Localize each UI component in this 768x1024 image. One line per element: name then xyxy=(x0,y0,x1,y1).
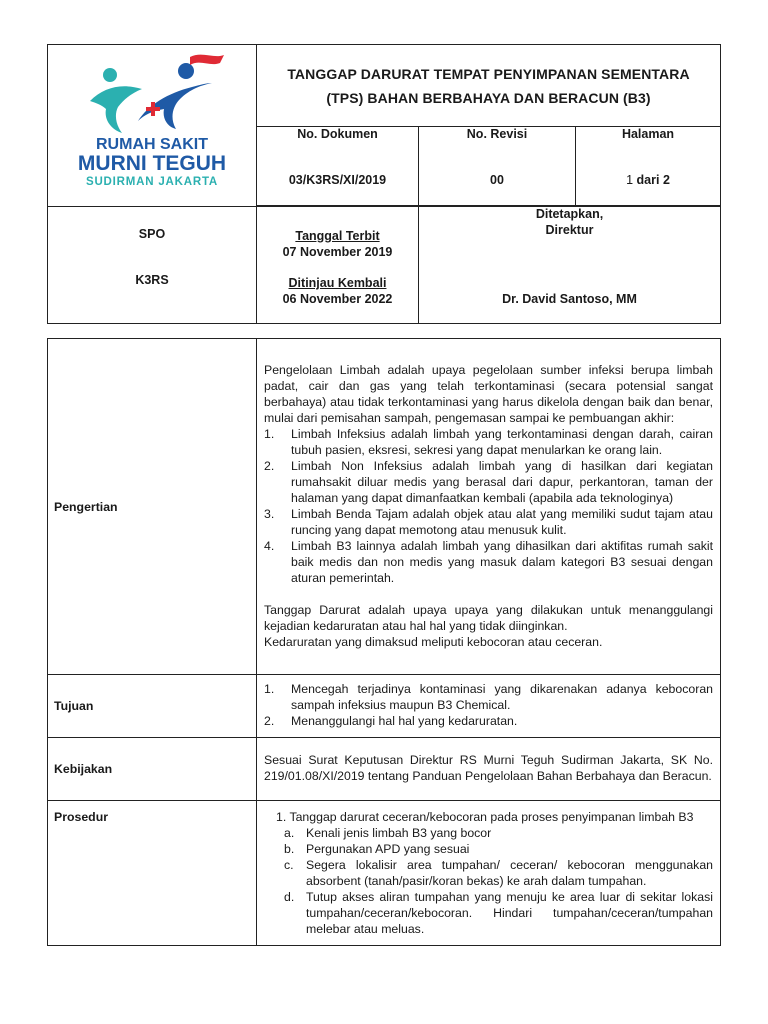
content-table xyxy=(47,338,721,946)
hospital-logo xyxy=(52,49,252,199)
pengertian-paragraph-2: Tanggap Darurat adalah upaya upaya yang dilakukan untuk menanggulangi kejadian kedaruratan atau hal hal yang tidak diinginkan. xyxy=(264,602,713,633)
logo-text-line3: SUDIRMAN JAKARTA xyxy=(85,176,219,188)
prosedur-label: Prosedur xyxy=(48,801,257,946)
logo-teal-figure-icon xyxy=(90,86,142,133)
prosedur-substeps xyxy=(264,825,713,937)
no-revisi-cell xyxy=(419,127,576,206)
logo-text-line1: RUMAH SAKIT xyxy=(96,136,208,153)
list-item: 4. Limbah B3 lainnya adalah limbah yang dihasilkan dari aktifitas rumah sakit baik medis dan non medis yang masuk dalam kategori B3 sesuai dengan aturan pemerintah. xyxy=(264,538,713,585)
no-dokumen-cell xyxy=(257,127,419,206)
halaman-page-total: dari 2 xyxy=(636,173,670,187)
no-revisi-label: No. Revisi xyxy=(466,127,528,141)
logo-text-line2: MURNI TEGUH xyxy=(77,152,227,175)
pengertian-content xyxy=(257,339,721,675)
halaman-value xyxy=(576,173,720,187)
list-item: 3. Limbah Benda Tajam adalah objek atau alat yang memiliki sudut tajam atau runcing yang dapat memotong atau menusuk kulit. xyxy=(264,506,713,537)
list-item: 2. Menanggulangi hal hal yang kedaruratan. xyxy=(264,714,518,728)
signatory-name: Dr. David Santoso, MM xyxy=(502,292,637,306)
no-dokumen-value: 03/K3RS/XI/2019 xyxy=(288,173,387,187)
pengertian-label: Pengertian xyxy=(48,339,257,675)
document-title-line2: (TPS) BAHAN BERBAHAYA DAN BERACUN (B3) xyxy=(326,89,651,106)
tujuan-label: Tujuan xyxy=(48,675,257,738)
tujuan-content xyxy=(257,675,721,738)
row-tujuan xyxy=(48,675,721,738)
list-item: b. Pergunakan APD yang sesuai xyxy=(284,842,470,856)
tanggal-cell xyxy=(257,207,419,324)
tujuan-list xyxy=(264,681,713,729)
prosedur-content xyxy=(257,801,721,946)
logo-teal-head-icon xyxy=(103,68,117,82)
row-prosedur xyxy=(48,801,721,946)
header-table xyxy=(47,44,721,324)
tanggal-terbit-value: 07 November 2019 xyxy=(282,245,393,259)
direktur-label: Direktur xyxy=(545,223,594,237)
k3rs-label: K3RS xyxy=(135,273,169,287)
tanggal-terbit-label: Tanggal Terbit xyxy=(295,229,380,243)
ditinjau-kembali-value: 06 November 2022 xyxy=(282,292,393,306)
prosedur-step-1: 1. Tanggap darurat ceceran/kebocoran pada proses penyimpanan limbah B3 xyxy=(276,810,694,824)
pengertian-paragraph-3: Kedaruratan yang dimaksud meliputi kebocoran atau ceceran. xyxy=(264,634,603,649)
ditetapkan-label: Ditetapkan, xyxy=(535,207,604,221)
logo-cell xyxy=(48,45,257,207)
spo-cell xyxy=(48,207,257,324)
ditinjau-kembali-label: Ditinjau Kembali xyxy=(288,276,387,290)
list-item: 1. Limbah Infeksius adalah limbah yang terkontaminasi dengan darah, cairan tubuh pasien, eksresi, sekresi yang dapat menularkan ke orang lain. xyxy=(264,426,713,457)
list-item: 2. Limbah Non Infeksius adalah limbah yang di hasilkan dari kegiatan rumahsakit diluar medis yang berasal dari dapur, perkantoran, taman der halaman yang dapat dimanfaatkan kembali (apabila ada teknologinya) xyxy=(264,458,713,505)
document-title-cell xyxy=(257,45,721,127)
logo-navy-figure-icon xyxy=(138,83,212,129)
row-pengertian xyxy=(48,339,721,675)
halaman-label: Halaman xyxy=(621,127,675,141)
pengertian-list xyxy=(264,426,713,586)
logo-navy-head-icon xyxy=(178,63,194,79)
no-dokumen-label: No. Dokumen xyxy=(297,127,378,141)
halaman-page-number: 1 xyxy=(626,173,634,187)
list-item: d. Tutup akses aliran tumpahan yang menuju ke area luar di sekitar lokasi tumpahan/ceceran/kebocoran. Hindari tumpahan/ceceran/tumpahan melebar atau meluas. xyxy=(284,890,713,936)
list-item: a. Kenali jenis limbah B3 yang bocor xyxy=(284,826,492,840)
document-title-line1: TANGGAP DARURAT TEMPAT PENYIMPANAN SEMENTARA xyxy=(287,65,690,82)
spo-label: SPO xyxy=(138,227,166,241)
no-revisi-value: 00 xyxy=(490,173,504,187)
logo-red-flag-icon xyxy=(190,55,224,65)
list-item: 1. Mencegah terjadinya kontaminasi yang dikarenakan adanya kebocoran sampah infeksius maupun B3 Chemical. xyxy=(264,682,713,712)
kebijakan-content: Sesuai Surat Keputusan Direktur RS Murni Teguh Sudirman Jakarta, SK No. 219/01.08/XI/2019 tentang Panduan Pengelolaan Bahan Berbahaya dan Beracun. xyxy=(257,738,721,801)
row-kebijakan xyxy=(48,738,721,801)
ditetapkan-cell xyxy=(419,207,721,324)
list-item: c. Segera lokalisir area tumpahan/ ceceran/ kebocoran menggunakan absorbent (tanah/pasir/koran bekas) ke arah dalam tumpahan. xyxy=(284,858,713,888)
kebijakan-label: Kebijakan xyxy=(48,738,257,801)
pengertian-intro: Pengelolaan Limbah adalah upaya pegelolaan sumber infeksi berupa limbah padat, cair dan gas yang telah terkontaminasi (secara potensial sangat berbahaya) atau tidak terkontaminasi yang harus dikelola dengan baik dan benar, mulai dari pemisahan sampah, pengemasan sampai ke pembuangan akhir: xyxy=(264,362,713,425)
halaman-cell xyxy=(576,127,721,206)
